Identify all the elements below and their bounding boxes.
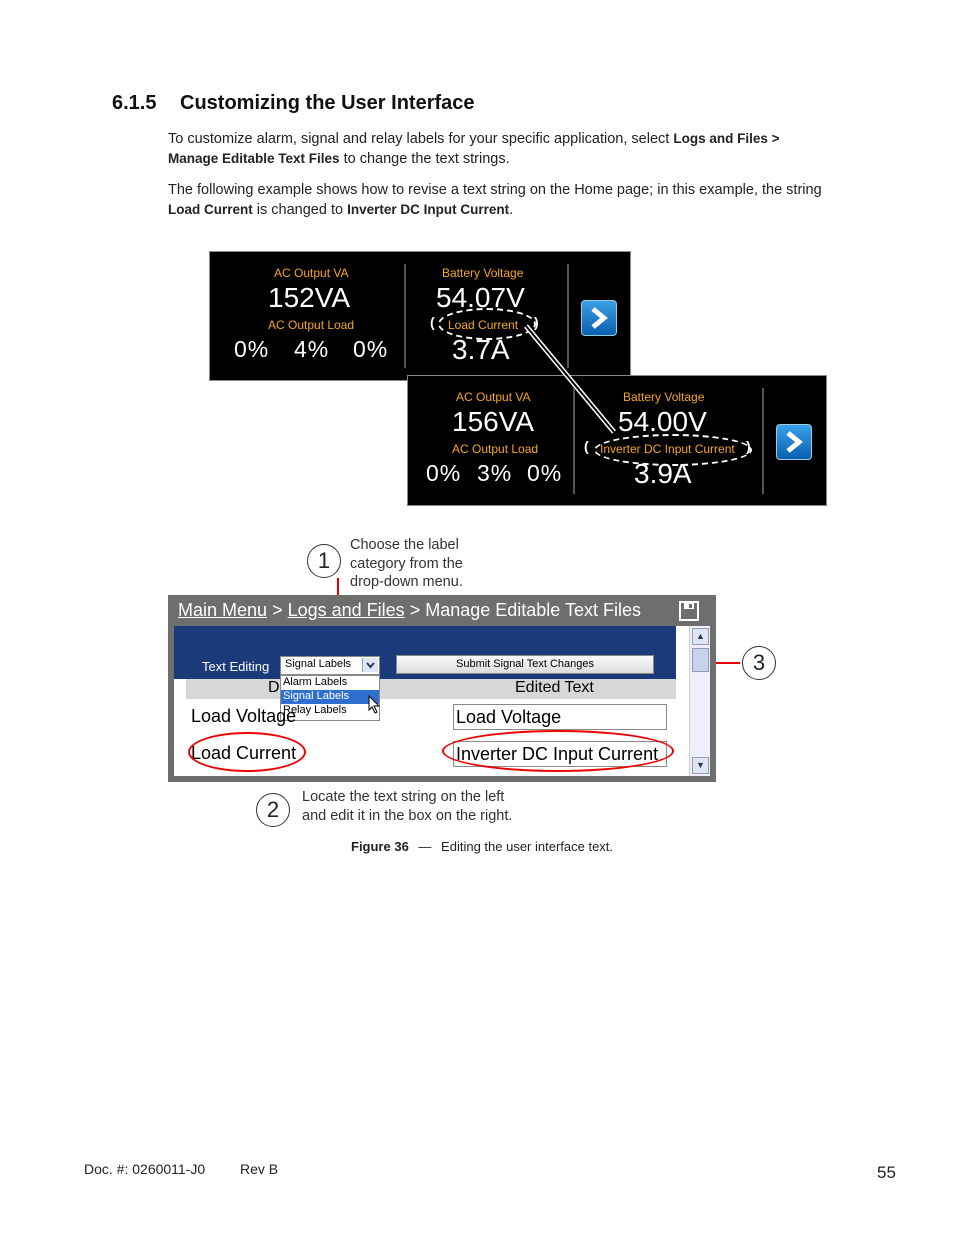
para2-new-label: Inverter DC Input Current xyxy=(347,202,510,217)
dropdown-option-signal[interactable]: Signal Labels xyxy=(281,690,379,704)
callout-1-line: category from the xyxy=(350,555,463,572)
current-value: 3.9A xyxy=(634,458,692,489)
edited-text-value-2: Inverter DC Input Current xyxy=(456,744,659,764)
breadcrumb-main-menu[interactable]: Main Menu xyxy=(178,600,268,620)
load-value-3: 0% xyxy=(353,336,389,362)
breadcrumb-separator: > xyxy=(272,600,283,620)
current-value: 3.7A xyxy=(452,334,510,365)
para1-text: To customize alarm, signal and relay labels for your specific application, select xyxy=(168,131,674,147)
column-header-edited: Edited Text xyxy=(515,679,594,696)
para2-old-label: Load Current xyxy=(168,202,253,217)
callout-number-1: 1 xyxy=(307,544,341,578)
current-label: Inverter DC Input Current xyxy=(600,442,735,456)
submit-signal-text-button[interactable]: Submit Signal Text Changes xyxy=(396,655,654,674)
section-number: 6.1.5 xyxy=(112,92,157,114)
chevron-down-icon[interactable] xyxy=(362,658,378,672)
load-label: AC Output Load xyxy=(452,442,539,456)
callout-2-line: Locate the text string on the left xyxy=(302,789,505,805)
va-label: AC Output VA xyxy=(456,390,531,404)
column-header-row xyxy=(186,679,676,699)
battery-value: 54.07V xyxy=(436,282,525,313)
bracket-right: ) xyxy=(746,438,751,454)
edited-text-value-1: Load Voltage xyxy=(456,707,562,727)
callout-text-2 xyxy=(302,788,512,825)
footer-doc-number: Doc. #: 0260011-J0 xyxy=(84,1161,206,1177)
select-value: Signal Labels xyxy=(285,658,352,670)
para1-text-end: to change the text strings. xyxy=(339,151,510,167)
default-text-row-2: Load Current xyxy=(191,743,297,763)
bracket-left: ( xyxy=(584,438,589,454)
scroll-thumb[interactable] xyxy=(692,648,709,672)
web-ui-screenshot xyxy=(168,595,716,782)
edited-text-input-row-1[interactable] xyxy=(453,704,667,730)
callout-2-line: and edit it in the box on the right. xyxy=(302,807,513,824)
para2-text-mid: is changed to xyxy=(252,202,348,218)
highlight-ellipse-edited xyxy=(442,730,674,772)
default-text-row-1: Load Voltage xyxy=(191,706,297,726)
load-value-1: 0% xyxy=(426,460,462,486)
callout-number-3: 3 xyxy=(742,646,776,680)
mouse-cursor-icon xyxy=(368,695,382,715)
load-value-1: 0% xyxy=(234,336,270,362)
load-label: AC Output Load xyxy=(268,318,355,332)
para1-menu-item: Manage Editable Text Files xyxy=(168,151,340,166)
current-label: Load Current xyxy=(448,318,519,332)
para2-text: The following example shows how to revise a text string on the Home page; in this example, the string xyxy=(168,182,822,198)
load-value-2: 3% xyxy=(477,460,513,486)
vertical-scrollbar[interactable] xyxy=(689,626,710,776)
load-value-2: 4% xyxy=(294,336,330,362)
figure-number: Figure 36 xyxy=(351,839,409,854)
caption-text: Editing the user interface text. xyxy=(441,839,614,854)
breadcrumb-logs-and-files[interactable]: Logs and Files xyxy=(287,600,405,620)
breadcrumb-separator: > xyxy=(409,600,421,620)
va-value: 156VA xyxy=(452,406,534,437)
load-value-3: 0% xyxy=(527,460,563,486)
dropdown-option-relay[interactable]: Relay Labels xyxy=(283,704,347,716)
para1-menu-path: Logs and Files > xyxy=(673,131,780,146)
save-icon[interactable] xyxy=(678,600,700,622)
callout-1-line: drop-down menu. xyxy=(350,574,463,590)
figure-caption xyxy=(351,839,613,854)
battery-label: Battery Voltage xyxy=(623,390,705,404)
page-number: 55 xyxy=(877,1163,896,1182)
breadcrumb xyxy=(178,600,641,621)
scroll-down-icon[interactable]: ▼ xyxy=(692,757,709,774)
battery-label: Battery Voltage xyxy=(442,266,524,280)
text-editing-label: Text Editing xyxy=(202,659,270,674)
scroll-up-icon[interactable]: ▲ xyxy=(692,628,709,645)
bracket-left: ( xyxy=(430,314,435,330)
footer-revision: Rev B xyxy=(240,1161,279,1177)
va-label: AC Output VA xyxy=(274,266,349,280)
va-value: 152VA xyxy=(268,282,350,313)
highlight-ellipse-default xyxy=(188,732,306,772)
callout-1-line: Choose the label xyxy=(350,537,459,553)
callout-text-1 xyxy=(350,536,463,592)
dropdown-option-alarm[interactable]: Alarm Labels xyxy=(283,676,348,688)
breadcrumb-current-page: Manage Editable Text Files xyxy=(425,600,642,620)
para2-text-end: . xyxy=(509,202,514,218)
bracket-right: ) xyxy=(534,314,539,330)
caption-dash: — xyxy=(418,839,432,854)
save-icon xyxy=(678,600,700,622)
editor-pane xyxy=(174,626,710,776)
column-header-default: D xyxy=(268,679,280,696)
label-category-select[interactable] xyxy=(280,656,380,675)
arrow-change xyxy=(526,326,614,432)
section-title: Customizing the User Interface xyxy=(180,92,475,114)
callout-number-2: 2 xyxy=(256,793,290,827)
battery-value: 54.00V xyxy=(618,406,707,437)
